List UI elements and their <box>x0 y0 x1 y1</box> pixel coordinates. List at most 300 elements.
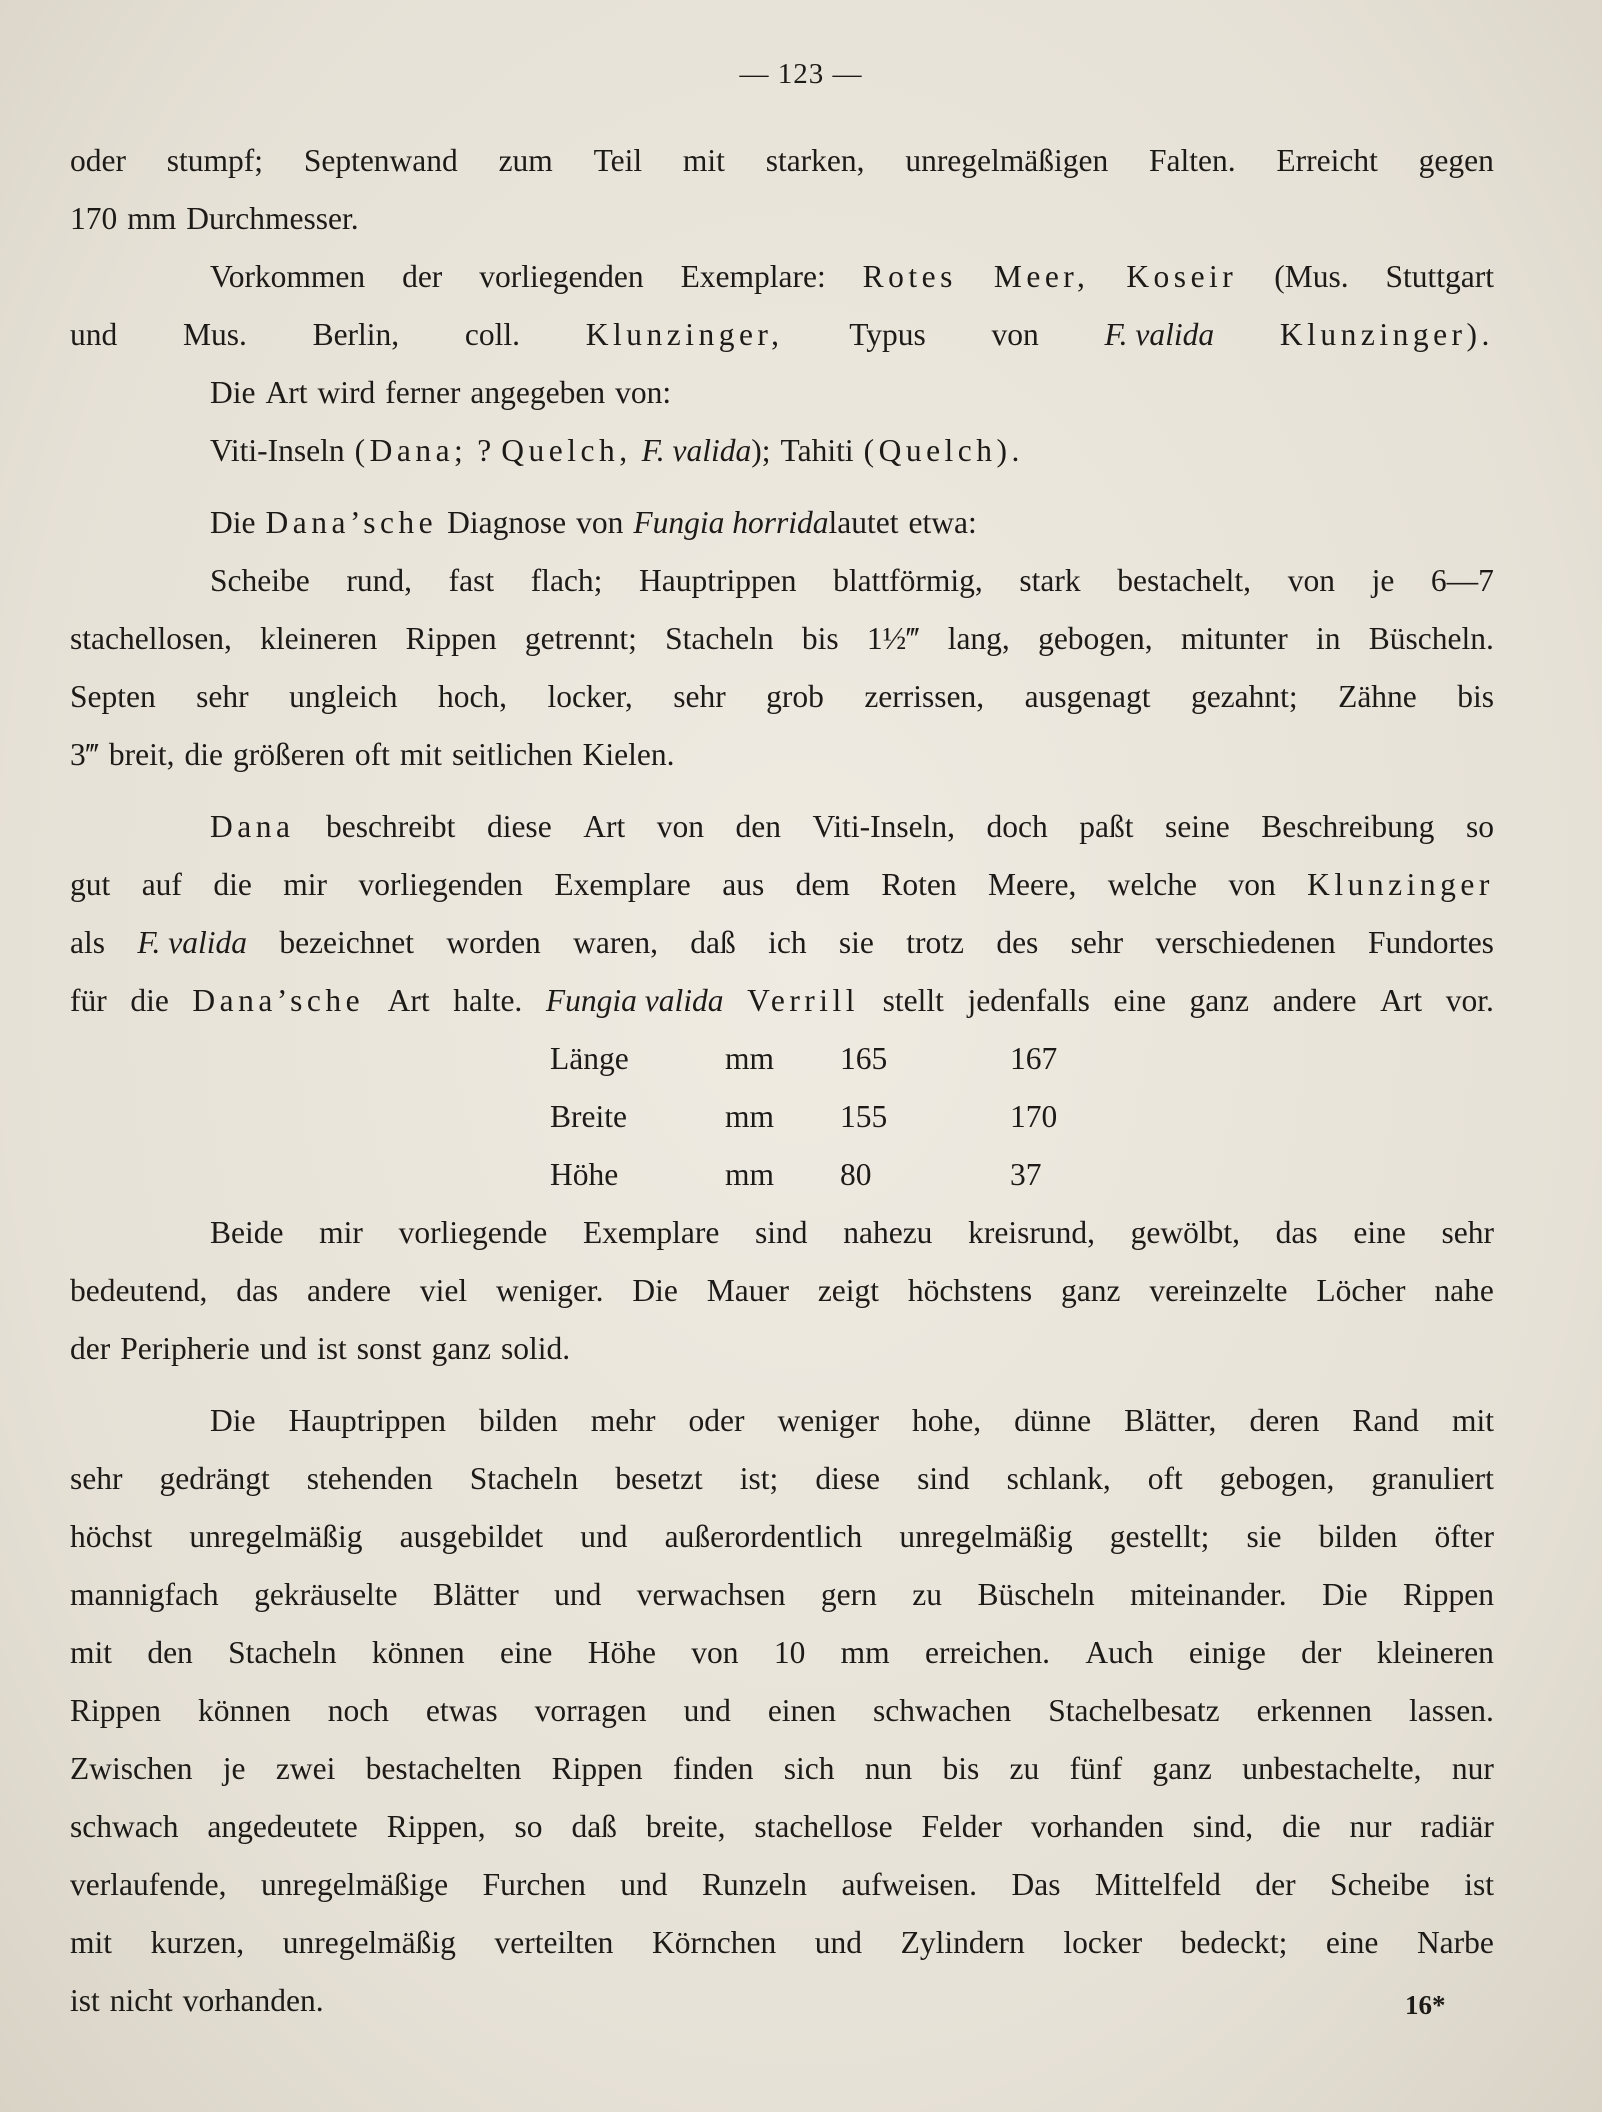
text-line <box>70 364 1494 422</box>
measurement-unit: mm <box>725 1157 775 1192</box>
text-line <box>70 1566 1494 1624</box>
text-line <box>70 1204 1494 1262</box>
word: Büscheln <box>977 1577 1095 1612</box>
word: in <box>1315 621 1341 656</box>
word: Fungia valida <box>545 983 724 1018</box>
word: Viti-Inseln, <box>812 809 955 844</box>
page-number: — 123 — <box>739 58 863 90</box>
word: und <box>70 317 118 352</box>
word: Kielen. <box>582 737 675 772</box>
word: ungleich <box>289 679 398 714</box>
word: je <box>222 1751 246 1786</box>
word: mit <box>682 143 725 178</box>
word: andere <box>307 1273 391 1308</box>
word: ist <box>70 1983 100 2018</box>
word: zu <box>1009 1751 1040 1786</box>
word: so <box>1465 809 1494 844</box>
word: rund, <box>346 563 412 598</box>
word: ); <box>751 433 771 468</box>
word: mir <box>319 1215 363 1250</box>
text-line <box>70 798 1494 856</box>
word: ist <box>1464 1867 1494 1902</box>
word: von <box>1228 867 1276 902</box>
word: und <box>683 1693 731 1728</box>
word: Klunzinger <box>1307 867 1494 902</box>
word: für <box>70 983 107 1018</box>
word: weniger <box>777 1403 879 1438</box>
measurement-row <box>550 1030 1494 1088</box>
measurement-a: 165 <box>840 1041 888 1076</box>
word: fast <box>448 563 495 598</box>
word: Felder <box>921 1809 1002 1844</box>
word: deren <box>1249 1403 1320 1438</box>
word: paßt <box>1079 809 1134 844</box>
word: Löcher <box>1316 1273 1406 1308</box>
measurement-a: 80 <box>840 1157 872 1192</box>
word: Exemplare <box>554 867 691 902</box>
word: und <box>620 1867 668 1902</box>
word: von: <box>615 375 672 410</box>
word: seitlichen <box>451 737 573 772</box>
word: solid. <box>500 1331 571 1366</box>
text-line <box>70 668 1494 726</box>
word: fünf <box>1069 1751 1123 1786</box>
word: grob <box>766 679 824 714</box>
word: nur <box>1451 1751 1494 1786</box>
word: Art <box>387 983 430 1018</box>
word: (Mus. <box>1274 259 1349 294</box>
word: Septen <box>70 679 156 714</box>
word: bis <box>942 1751 980 1786</box>
word: hoch, <box>437 679 508 714</box>
word: Stacheln <box>665 621 774 656</box>
word: den <box>735 809 781 844</box>
word: Dana <box>210 809 295 844</box>
word: granuliert <box>1371 1461 1494 1496</box>
word: den <box>147 1635 193 1670</box>
word: F. valida <box>137 925 247 960</box>
word: sehr <box>1070 925 1124 960</box>
word: Mauer <box>706 1273 789 1308</box>
word: als <box>70 925 105 960</box>
word: finden <box>672 1751 754 1786</box>
text-line <box>70 1798 1494 1856</box>
text-line <box>70 1450 1494 1508</box>
word: zum <box>498 143 553 178</box>
word: breite, <box>645 1809 726 1844</box>
word: von <box>656 809 704 844</box>
word: coll. <box>464 317 521 352</box>
word: verteilten <box>494 1925 614 1960</box>
word: der <box>402 259 443 294</box>
word: (Quelch). <box>863 433 1024 468</box>
word: lassen. <box>1409 1693 1494 1728</box>
paragraph-gap <box>70 1378 1494 1392</box>
word: stachellosen, <box>70 621 232 656</box>
word: gebogen, <box>1038 621 1153 656</box>
word: Tahiti <box>780 433 854 468</box>
word: mit <box>1451 1403 1494 1438</box>
word: bilden <box>1318 1519 1398 1554</box>
text-line <box>70 1392 1494 1450</box>
word: sie <box>838 925 874 960</box>
word: Klunzinger). <box>1279 317 1494 352</box>
word: ganz <box>1152 1751 1212 1786</box>
word: sehr <box>1441 1215 1494 1250</box>
word: noch <box>327 1693 389 1728</box>
word: gegen <box>1418 143 1494 178</box>
word: sind, <box>1192 1809 1254 1844</box>
word: vor. <box>1445 983 1494 1018</box>
word: dünne <box>1014 1403 1092 1438</box>
word: nur <box>1349 1809 1392 1844</box>
word: vorliegenden <box>358 867 523 902</box>
word: Stachelbesatz <box>1048 1693 1220 1728</box>
word: Viti-Inseln <box>210 433 345 468</box>
word: Rippen <box>551 1751 643 1786</box>
word: Stacheln <box>469 1461 579 1496</box>
word: diese <box>486 809 552 844</box>
word: Furchen <box>482 1867 586 1902</box>
word: mir <box>283 867 328 902</box>
word: Rippen <box>405 621 497 656</box>
word: Mittelfeld <box>1094 1867 1221 1902</box>
word: Meer, <box>993 259 1090 294</box>
word: Körnchen <box>652 1925 777 1960</box>
word: das <box>1275 1215 1318 1250</box>
text-line <box>70 190 1494 248</box>
measurement-row <box>550 1088 1494 1146</box>
word: F. valida <box>641 433 752 468</box>
word: miteinander. <box>1130 1577 1287 1612</box>
word: Art <box>1380 983 1423 1018</box>
text-line <box>70 422 1494 480</box>
word: oft <box>1147 1461 1183 1496</box>
word: bestachelten <box>365 1751 522 1786</box>
word: aus <box>722 867 765 902</box>
word: unbestachelte, <box>1242 1751 1422 1786</box>
word: Mus. <box>182 317 247 352</box>
word: schwach <box>70 1809 179 1844</box>
text-line <box>70 132 1494 190</box>
word: gewölbt, <box>1130 1215 1240 1250</box>
measurement-label: Breite <box>550 1099 627 1134</box>
word: Die <box>210 505 256 540</box>
word: gezahnt; <box>1190 679 1298 714</box>
word: 170 <box>70 201 118 236</box>
word: bezeichnet <box>279 925 414 960</box>
word: Narbe <box>1416 1925 1494 1960</box>
word: oder <box>688 1403 745 1438</box>
word: Roten <box>881 867 957 902</box>
word: von <box>691 1635 739 1670</box>
word: gebogen, <box>1219 1461 1335 1496</box>
text-block-description <box>70 132 1494 1030</box>
word: je <box>1371 563 1395 598</box>
word: blattförmig, <box>833 563 983 598</box>
word: ganz <box>1061 1273 1121 1308</box>
text-line <box>70 972 1494 1030</box>
word: vorhanden. <box>182 1983 324 2018</box>
word: von <box>991 317 1039 352</box>
word: gekräuselte <box>254 1577 398 1612</box>
word: Rotes <box>862 259 957 294</box>
word: Rand <box>1352 1403 1419 1438</box>
word: Klunzinger, <box>585 317 784 352</box>
word: Berlin, <box>312 317 400 352</box>
word: starken, <box>765 143 865 178</box>
word: jedenfalls <box>967 983 1090 1018</box>
word: gedrängt <box>159 1461 270 1496</box>
word: Stuttgart <box>1385 259 1494 294</box>
word: etwas <box>425 1693 498 1728</box>
word: und <box>554 1577 602 1612</box>
word: ausgebildet <box>399 1519 544 1554</box>
word: Quelch, <box>501 433 632 468</box>
word: verschiedenen <box>1155 925 1336 960</box>
word: Auch <box>1085 1635 1154 1670</box>
word: des <box>996 925 1039 960</box>
word: Rippen, <box>386 1809 486 1844</box>
word: bedeutend, <box>70 1273 208 1308</box>
word: trotz <box>906 925 964 960</box>
word: erkennen <box>1256 1693 1373 1728</box>
measurement-b: 170 <box>1010 1099 1058 1134</box>
text-block-observations <box>70 1204 1494 2030</box>
word: gern <box>820 1577 877 1612</box>
word: sich <box>783 1751 835 1786</box>
word: verlaufende, <box>70 1867 227 1902</box>
word: Meere, <box>988 867 1077 902</box>
word: zerrissen, <box>864 679 985 714</box>
word: Septenwand <box>303 143 458 178</box>
word: können <box>371 1635 465 1670</box>
word: größeren <box>232 737 345 772</box>
word: radiär <box>1420 1809 1494 1844</box>
word: Exemplare: <box>680 259 826 294</box>
word: stark <box>1019 563 1081 598</box>
word: Dana’sche <box>192 983 365 1018</box>
word: Durchmesser. <box>186 201 359 236</box>
word: eine <box>499 1635 553 1670</box>
word: lautet <box>828 505 899 540</box>
word: 6—7 <box>1430 563 1494 598</box>
word: mehr <box>590 1403 656 1438</box>
word: auf <box>141 867 182 902</box>
word: nun <box>864 1751 913 1786</box>
word: Hauptrippen <box>639 563 797 598</box>
word: flach; <box>530 563 603 598</box>
word: Art <box>265 375 308 410</box>
measurement-row <box>550 1146 1494 1204</box>
word: Runzeln <box>702 1867 807 1902</box>
text-line <box>70 1972 1494 2030</box>
word: sehr <box>196 679 249 714</box>
word: unregelmäßig <box>282 1925 456 1960</box>
word: mit <box>70 1925 113 1960</box>
word: einen <box>767 1693 837 1728</box>
word: daß <box>571 1809 617 1844</box>
word: Zähne <box>1338 679 1417 714</box>
word: eine <box>1113 983 1166 1018</box>
word: kleineren <box>260 621 378 656</box>
text-line <box>70 306 1494 364</box>
word: und <box>814 1925 863 1960</box>
word: aufweisen. <box>841 1867 978 1902</box>
word: angegeben <box>470 375 606 410</box>
word: Fungia horrida <box>633 505 829 540</box>
word: ist; <box>739 1461 779 1496</box>
word: daß <box>690 925 736 960</box>
word: einige <box>1188 1635 1266 1670</box>
word: Blätter <box>432 1577 519 1612</box>
text-line <box>70 1624 1494 1682</box>
word: 10 <box>773 1635 806 1670</box>
word: Verrill <box>747 983 860 1018</box>
word: kurzen, <box>150 1925 245 1960</box>
word: zeigt <box>817 1273 880 1308</box>
word: worden <box>446 925 541 960</box>
word: Erreicht <box>1276 143 1378 178</box>
word: zwei <box>275 1751 336 1786</box>
text-line <box>70 914 1494 972</box>
word: Peripherie <box>120 1331 250 1366</box>
word: Falten. <box>1149 143 1236 178</box>
word: (Dana; <box>354 433 468 468</box>
word: und <box>580 1519 628 1554</box>
word: nicht <box>109 1983 173 2018</box>
word: stachellose <box>754 1809 893 1844</box>
word: Dana’sche <box>265 505 438 540</box>
word: mm <box>127 201 177 236</box>
word: Stacheln <box>228 1635 337 1670</box>
text-line <box>70 552 1494 610</box>
word: und <box>259 1331 307 1366</box>
word: Fundortes <box>1367 925 1494 960</box>
word: bestachelt, <box>1117 563 1252 598</box>
word: vorhanden <box>1030 1809 1164 1844</box>
word: mitunter <box>1180 621 1288 656</box>
word: Scheibe <box>1330 1867 1430 1902</box>
word: eine <box>1353 1215 1406 1250</box>
word: das <box>236 1273 279 1308</box>
word: Die <box>210 1403 256 1438</box>
word: schwachen <box>873 1693 1012 1728</box>
word: bilden <box>478 1403 558 1438</box>
text-line <box>70 1914 1494 1972</box>
text-line <box>70 856 1494 914</box>
word: Das <box>1011 1867 1061 1902</box>
word: weniger. <box>495 1273 604 1308</box>
word: unregelmäßige <box>260 1867 449 1902</box>
word: Beide <box>210 1215 284 1250</box>
word: ? <box>477 433 492 468</box>
text-line <box>70 1508 1494 1566</box>
word: ferner <box>385 375 461 410</box>
word: Zylindern <box>900 1925 1025 1960</box>
word: Rippen <box>1403 1577 1494 1612</box>
word: schlank, <box>1006 1461 1111 1496</box>
word: seine <box>1164 809 1230 844</box>
word: sonst <box>356 1331 422 1366</box>
word: der <box>1301 1635 1342 1670</box>
word: sehr <box>70 1461 123 1496</box>
text-line <box>70 248 1494 306</box>
word: bis <box>801 621 839 656</box>
word: unregelmäßigen <box>905 143 1109 178</box>
word: diese <box>815 1461 881 1496</box>
word: eine <box>1325 1925 1379 1960</box>
word: mit <box>399 737 442 772</box>
word: verwachsen <box>636 1577 786 1612</box>
word: unregelmäßig <box>189 1519 363 1554</box>
word: dem <box>795 867 850 902</box>
word: ganz <box>431 1331 491 1366</box>
word: breit, <box>108 737 175 772</box>
word: der <box>70 1331 111 1366</box>
word: andere <box>1272 983 1357 1018</box>
word: ich <box>768 925 807 960</box>
word: Höhe <box>587 1635 656 1670</box>
word: Zwischen <box>70 1751 193 1786</box>
word: vorliegende <box>398 1215 548 1250</box>
word: die <box>130 983 169 1018</box>
word: oft <box>354 737 390 772</box>
text-line <box>70 494 1494 552</box>
word: Diagnose <box>447 505 567 540</box>
word: bis <box>1457 679 1494 714</box>
word: stehenden <box>306 1461 433 1496</box>
word: von <box>576 505 624 540</box>
text-line <box>70 1320 1494 1378</box>
measurement-a: 155 <box>840 1099 888 1134</box>
measurement-b: 167 <box>1010 1041 1058 1076</box>
word: Art <box>583 809 626 844</box>
word: Blätter, <box>1124 1403 1217 1438</box>
text-line <box>70 1740 1494 1798</box>
measurement-unit: mm <box>725 1041 775 1076</box>
word: Beschreibung <box>1261 809 1435 844</box>
word: können <box>197 1693 291 1728</box>
word: lang, <box>947 621 1010 656</box>
word: so <box>514 1809 543 1844</box>
word: hohe, <box>911 1403 982 1438</box>
word: welche <box>1107 867 1197 902</box>
word: locker, <box>547 679 633 714</box>
word: halte. <box>453 983 523 1018</box>
paragraph-gap <box>70 480 1494 494</box>
word: die <box>1282 1809 1321 1844</box>
word: mm <box>840 1635 890 1670</box>
word: sie <box>1246 1519 1282 1554</box>
word: höchstens <box>907 1273 1033 1308</box>
text-line <box>70 726 1494 784</box>
word: Die <box>210 375 256 410</box>
word: die <box>213 867 252 902</box>
word: zu <box>912 1577 943 1612</box>
word: Hauptrippen <box>288 1403 446 1438</box>
word: stumpf; <box>166 143 264 178</box>
text-line <box>70 1682 1494 1740</box>
word: sind <box>755 1215 808 1250</box>
word: nahe <box>1434 1273 1494 1308</box>
body-text <box>70 132 1494 2030</box>
word: kreisrund, <box>968 1215 1095 1250</box>
word: nahezu <box>843 1215 933 1250</box>
word: locker <box>1063 1925 1143 1960</box>
word: erreichen. <box>924 1635 1051 1670</box>
measurement-table <box>550 1030 1494 1204</box>
